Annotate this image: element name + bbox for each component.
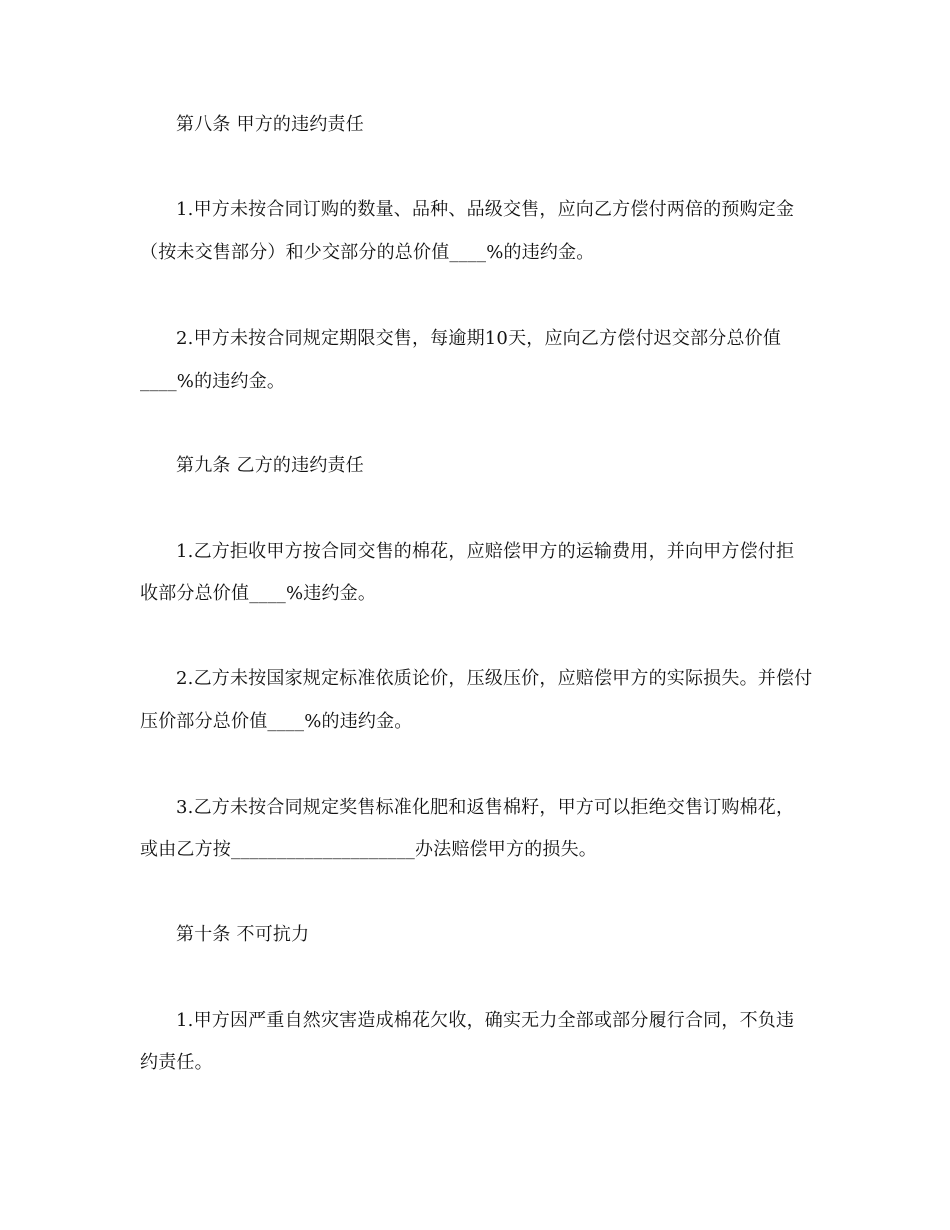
clause-10-1-line-1: 1.甲方因严重自然灾害造成棉花欠收，确实无力全部或部分履行合同，不负违 bbox=[176, 1010, 795, 1031]
clause-9-1-line-1: 1.乙方拒收甲方按合同交售的棉花，应赔偿甲方的运输费用，并向甲方偿付拒 bbox=[176, 541, 795, 562]
clause-8-2-line-2: ____%的违约金。 bbox=[140, 371, 286, 392]
clause-8-1-line-2: （按未交售部分）和少交部分的总价值____%的违约金。 bbox=[140, 242, 595, 263]
section-heading-9: 第九条 乙方的违约责任 bbox=[176, 455, 364, 476]
clause-10-1-line-2: 约责任。 bbox=[140, 1052, 213, 1073]
clause-9-2-line-1: 2.乙方未按国家规定标准依质论价，压级压价，应赔偿甲方的实际损失。并偿付 bbox=[176, 668, 813, 689]
section-heading-10: 第十条 不可抗力 bbox=[176, 924, 310, 945]
clause-9-3-line-2: 或由乙方按____________________办法赔偿甲方的损失。 bbox=[140, 839, 597, 860]
clause-9-3-line-1: 3.乙方未按合同规定奖售标准化肥和返售棉籽，甲方可以拒绝交售订购棉花， bbox=[176, 797, 795, 818]
clause-8-1-line-1: 1.甲方未按合同订购的数量、品种、品级交售，应向乙方偿付两倍的预购定金 bbox=[176, 199, 795, 220]
clause-8-2-line-1: 2.甲方未按合同规定期限交售，每逾期10天，应向乙方偿付迟交部分总价值 bbox=[176, 328, 782, 349]
section-heading-8: 第八条 甲方的违约责任 bbox=[176, 114, 364, 135]
clause-9-2-line-2: 压价部分总价值____%的违约金。 bbox=[140, 711, 413, 732]
clause-9-1-line-2: 收部分总价值____%违约金。 bbox=[140, 583, 377, 604]
